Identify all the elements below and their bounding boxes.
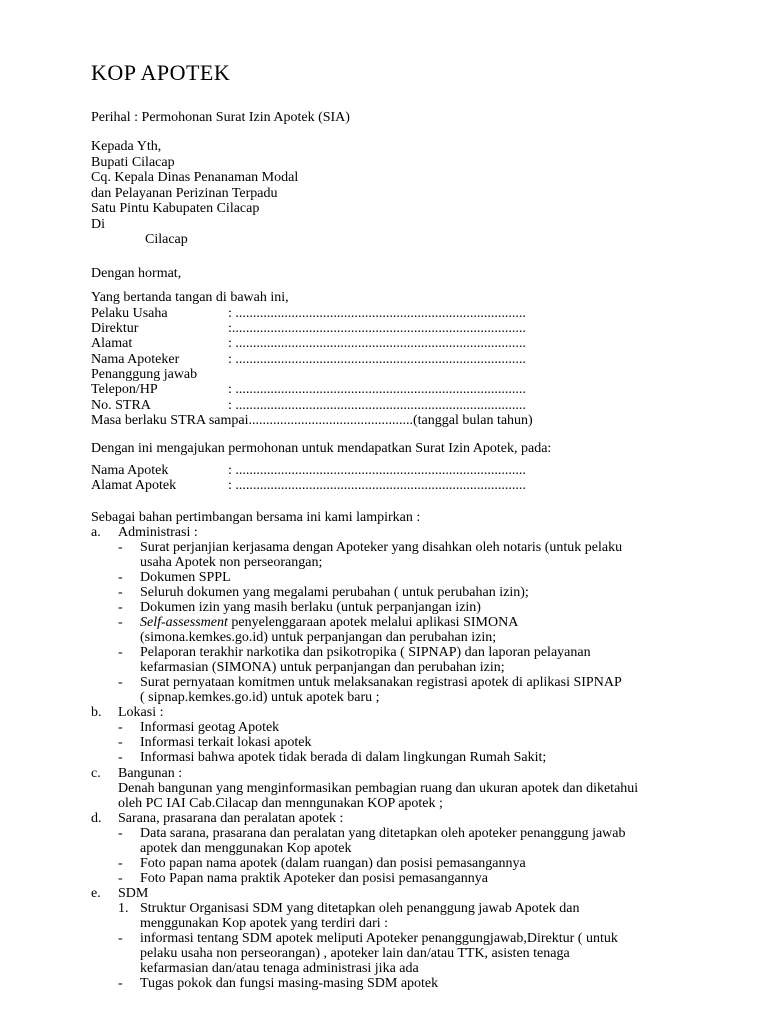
section-c-heading: c. Bangunan :	[91, 766, 183, 781]
letterhead-title: KOP APOTEK	[91, 60, 231, 85]
section-d-heading: d. Sarana, prasarana dan peralatan apotek :	[91, 811, 344, 826]
recipient-line: Bupati Cilacap	[91, 154, 175, 170]
list-item-continuation: (simona.kemkes.go.id) untuk perpanjangan dan perubahan izin;	[140, 630, 497, 645]
form-field: Alamat : ...................................................................................	[91, 336, 526, 352]
list-item: - Informasi terkait lokasi apotek	[118, 735, 312, 750]
list-item: - Surat pernyataan komitmen untuk melaksanakan registrasi apotek di aplikasi SIPNAP	[118, 675, 622, 690]
list-item-continuation: ( sipnap.kemkes.go.id) untuk apotek baru ;	[140, 690, 380, 705]
greeting: Dengan hormat,	[91, 266, 182, 281]
recipient-line: dan Pelayanan Perizinan Terpadu	[91, 185, 278, 201]
recipient-line: Di	[91, 216, 105, 232]
list-item: - Informasi bahwa apotek tidak berada di dalam lingkungan Rumah Sakit;	[118, 750, 547, 765]
list-item: - Pelaporan terakhir narkotika dan psikotropika ( SIPNAP) dan laporan pelayanan	[118, 645, 591, 660]
section-e-heading: e. SDM	[91, 886, 149, 901]
list-item-continuation: pelaku usaha non perseorangan) , apoteker lain dan/atau TTK, asisten tenaga	[140, 946, 570, 961]
list-item: - Informasi geotag Apotek	[118, 720, 280, 735]
form-field: No. STRA : ...................................................................................	[91, 397, 526, 413]
recipient-city: Cilacap	[145, 232, 188, 247]
section-b-heading: b. Lokasi :	[91, 705, 164, 720]
list-item-continuation: apotek dan menggunakan Kop apotek	[140, 841, 352, 856]
form-field: Penanggung jawab	[91, 367, 198, 383]
list-item-continuation: kefarmasian dan/atau tenaga administrasi jika ada	[140, 961, 419, 976]
form-field: Nama Apoteker : ...................................................................................	[91, 351, 526, 367]
numbered-item-continuation: menggunakan Kop apotek yang terdiri dari :	[140, 916, 389, 931]
recipient-line: Satu Pintu Kabupaten Cilacap	[91, 201, 260, 216]
recipient-line: Kepada Yth,	[91, 139, 162, 154]
request-line: Dengan ini mengajukan permohonan untuk mendapatkan Surat Izin Apotek, pada:	[91, 441, 552, 456]
list-item: - Tugas pokok dan fungsi masing-masing SDM apotek	[118, 976, 439, 991]
list-item-continuation: usaha Apotek non perseorangan;	[140, 555, 323, 570]
list-item: - Self-assessment penyelenggaraan apotek melalui aplikasi SIMONA	[118, 615, 519, 630]
form-field: Nama Apotek : ...................................................................................	[91, 463, 526, 478]
intro-line: Yang bertanda tangan di bawah ini,	[91, 290, 289, 305]
form-field: Direktur :....................................................................................	[91, 320, 526, 336]
form-field: Alamat Apotek : ...................................................................................	[91, 478, 526, 494]
section-a-heading: a. Administrasi :	[91, 525, 198, 540]
section-c-text: oleh PC IAI Cab.Cilacap dan menngunakan KOP apotek ;	[118, 796, 443, 811]
applicant-block	[91, 290, 533, 429]
list-item: - Data sarana, prasarana dan peralatan yang ditetapkan oleh apoteker penanggung jawab	[118, 826, 626, 841]
italic-term: Self-assessment	[140, 615, 228, 630]
stra-validity: Masa berlaku STRA sampai...............................................(tanggal bulan tahun)	[91, 413, 533, 429]
list-item: - Dokumen izin yang masih berlaku (untuk perpanjangan izin)	[118, 600, 481, 615]
numbered-item: 1. Struktur Organisasi SDM yang ditetapkan oleh penanggung jawab Apotek dan	[118, 901, 580, 916]
list-item: - Seluruh dokumen yang megalami perubahan ( untuk perubahan izin);	[118, 585, 529, 600]
attachments-intro: Sebagai bahan pertimbangan bersama ini kami lampirkan :	[91, 510, 421, 525]
subject-line: Perihal : Permohonan Surat Izin Apotek (SIA)	[91, 110, 350, 125]
list-item-continuation: kefarmasian (SIMONA) untuk perpanjangan dan perubahan izin;	[140, 660, 505, 675]
form-field: Pelaku Usaha : ...................................................................................	[91, 305, 526, 321]
list-item: - Foto Papan nama praktik Apoteker dan posisi pemasangannya	[118, 871, 488, 886]
pharmacy-block	[91, 463, 526, 494]
list-item: - Dokumen SPPL	[118, 570, 231, 585]
list-item: - informasi tentang SDM apotek meliputi Apoteker penanggungjawab,Direktur ( untuk	[118, 931, 618, 946]
recipient-line: Cq. Kepala Dinas Penanaman Modal	[91, 170, 299, 185]
section-c-text: Denah bangunan yang menginformasikan pembagian ruang dan ukuran apotek dan diketahui	[118, 781, 639, 796]
list-item: - Foto papan nama apotek (dalam ruangan) dan posisi pemasangannya	[118, 856, 526, 871]
form-field: Telepon/HP : ...................................................................................	[91, 382, 526, 398]
recipient-block	[91, 139, 298, 248]
list-item: - Surat perjanjian kerjasama dengan Apoteker yang disahkan oleh notaris (untuk pelaku	[118, 540, 623, 555]
